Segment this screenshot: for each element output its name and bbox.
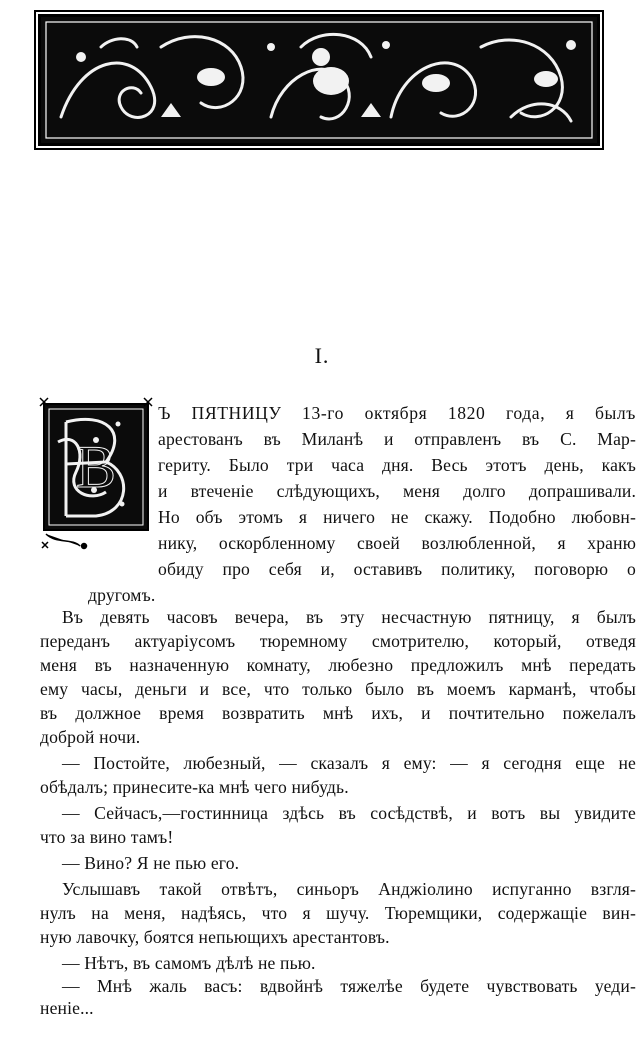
text-line-20: Услышавъ такой отвѣтъ, синьоръ Анджіолино испуганно взгля-: [62, 879, 636, 899]
text-line-15: — Постойте, любезный, — сказалъ я ему: — я сегодня еще не: [62, 753, 636, 773]
drop-cap-letter: В: [75, 434, 117, 500]
text-line-25: неніе...: [40, 998, 94, 1018]
text-line-4: и втеченіе слѣдующихъ, меня долго допрашивали.: [158, 481, 636, 501]
text-line-6: нику, оскорбленному своей возлюбленной, я храню: [158, 533, 636, 553]
text-line-22: ную лавочку, боятся непьющихъ арестантовъ.: [40, 927, 390, 947]
text-line-18: что за вино тамъ!: [40, 827, 174, 847]
text-line-1: Ъ ПЯТНИЦУ 13-го октября 1820 года, я былъ: [158, 403, 636, 423]
text-line-7: обиду про себя и, оставивъ политику, поговорю о: [158, 559, 636, 579]
text-line-21: нулъ на меня, надѣясь, что я шучу. Тюремщики, содержащіе вин-: [40, 903, 636, 923]
text-line-14: доброй ночи.: [40, 727, 141, 747]
text-line-5: Но объ этомъ я ничего не скажу. Подобно любовн-: [158, 507, 636, 527]
text-line-17: — Сейчасъ,—гостинница здѣсь въ сосѣдствѣ, и вотъ вы увидите: [62, 803, 636, 823]
text-line-9: Въ девять часовъ вечера, въ эту несчастную пятницу, я былъ: [62, 607, 636, 627]
drop-cap-ornament-icon: [36, 392, 156, 552]
text-line-24: — Мнѣ жаль васъ: вдвойнѣ тяжелѣе будете чувствовать уеди-: [62, 976, 636, 996]
text-line-8: другомъ.: [88, 585, 156, 605]
text-line-19: — Вино? Я не пью его.: [62, 853, 240, 873]
text-line-12: ему часы, деньги и все, что только было въ моемъ карманѣ, чтобы: [40, 679, 636, 699]
text-line-13: въ должное время возвратить мнѣ ихъ, и почтительно пожелалъ: [40, 703, 636, 723]
chapter-number: I.: [314, 343, 330, 368]
text-line-2: арестованъ въ Миланѣ и отправленъ въ С. Мар-: [158, 429, 636, 449]
ornamental-headpiece: [38, 14, 600, 146]
text-line-16: обѣдалъ; принесите-ка мнѣ чего нибудь.: [40, 777, 349, 797]
text-line-10: переданъ актуаріусомъ тюремному смотрителю, который, отведя: [40, 631, 636, 651]
text-line-23: — Нѣтъ, въ самомъ дѣлѣ не пью.: [62, 953, 316, 973]
text-line-11: меня въ назначенную комнату, любезно предложилъ мнѣ передать: [40, 655, 636, 675]
drop-cap-initial: [36, 392, 156, 552]
headpiece-ornament-icon: [41, 17, 597, 143]
text-line-3: гериту. Было три часа дня. Весь этотъ день, какъ: [158, 455, 636, 475]
